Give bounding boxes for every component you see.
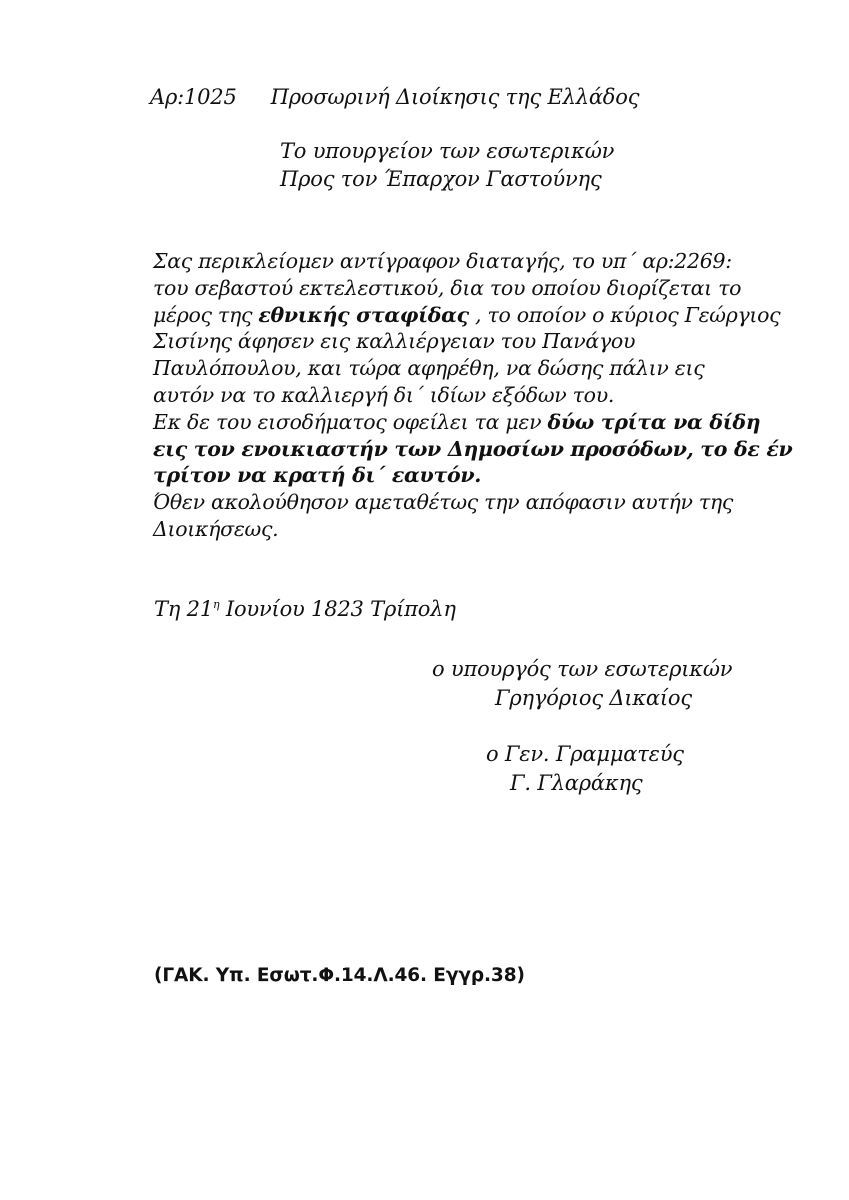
date-place-line [154,596,456,622]
body-line-5: Παυλόπουλου, και τώρα αφηρέθη, να δώσης πάλιν εις [153,356,705,381]
recipient-line: Προς τον Έπαρχον Γαστούνης [280,167,602,191]
emphasis-national-currant: εθνικής σταφίδας [258,302,469,327]
body-line-7-start: Εκ δε του εισοδήματος οφείλει τα μεν [153,409,548,434]
body-line-3 [153,302,781,329]
letter-body [153,248,793,543]
issuing-authority: Προσωρινή Διοίκησις της Ελλάδος [270,85,640,109]
header-reference-line [150,84,639,110]
secretary-title: ο Γεν. Γραμματεύς [486,742,684,766]
date-day: Τη 21 [154,597,213,621]
body-line-4: Σισίνης άφησεν εις καλλιέργειαν του Πανάγου [153,329,636,354]
date-month-year-place: Ιουνίου 1823 Τρίπολη [219,597,456,621]
reference-number: Αρ:1025 [150,85,237,109]
body-line-6: αυτόν να το καλλιεργή δι΄ ιδίων εξόδων του. [153,382,615,407]
body-line-7 [153,409,761,436]
secretary-name: Γ. Γλαράκης [510,771,643,795]
body-line-9: τρίτον να κρατή δι΄ εαυτόν. [153,463,482,488]
date-ordinal-suffix: η [213,598,220,611]
minister-name: Γρηγόριος Δικαίος [495,686,692,710]
minister-title: ο υπουργός των εσωτερικών [432,657,733,681]
body-line-8: εις τον ενοικιαστήν των Δημοσίων προσόδων, το δε έν [153,436,793,461]
archive-reference: (ΓΑΚ. Υπ. Εσωτ.Φ.14.Λ.46. Εγγρ.38) [154,965,525,986]
body-line-1: Σας περικλείομεν αντίγραφον διαταγής, το υπ΄ αρ:2269: [153,249,732,273]
body-line-3-start: μέρος της [153,302,259,327]
body-line-11: Διοικήσεως. [153,516,279,541]
emphasis-two-thirds: δύω τρίτα να δίδη [547,409,761,434]
ministry-name: Το υπουργείον των εσωτερικών [280,139,615,163]
body-line-10: Όθεν ακολούθησον αμεταθέτως την απόφασιν αυτήν της [153,490,734,515]
body-line-3-end: , το οποίον ο κύριος Γεώργιος [468,302,781,327]
body-line-2: του σεβαστού εκτελεστικού, δια του οποίου διορίζεται το [153,275,742,300]
